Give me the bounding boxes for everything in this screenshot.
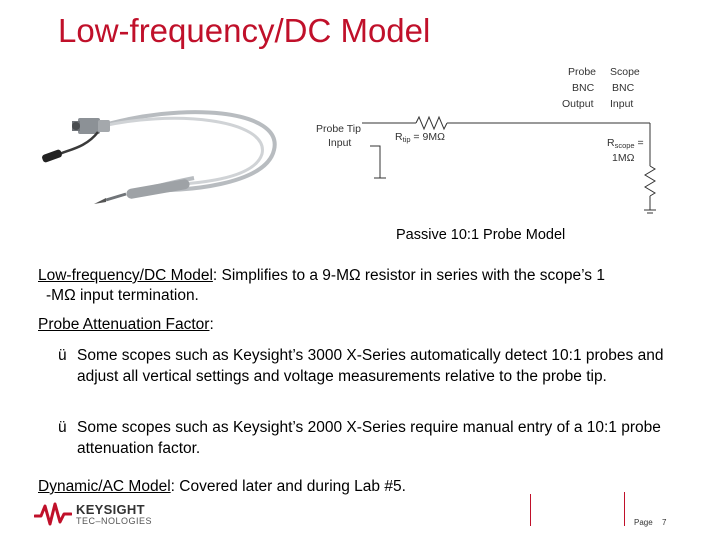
probe-tip-label-line1: Probe Tip xyxy=(316,123,361,135)
probe-bnc-label-line2: BNC xyxy=(572,82,595,94)
logo-wordmark: KEYSIGHT xyxy=(76,502,145,517)
probe-tip-label-line2: Input xyxy=(328,137,352,149)
r-tip-label: Rtip = 9MΩ xyxy=(395,131,445,144)
figure-caption: Passive 10:1 Probe Model xyxy=(396,227,566,243)
logo-subtitle: TEC–NOLOGIES xyxy=(76,516,153,526)
page-label: Page xyxy=(634,518,653,527)
footer-divider xyxy=(530,494,531,526)
bullet-text: Some scopes such as Keysight’s 3000 X-Series automatically detect 10:1 probes and adjust all vertical settings and voltage measurements relative to the probe tip. xyxy=(77,347,664,385)
footer-divider xyxy=(624,492,625,526)
waveform-icon xyxy=(34,502,72,526)
checkmark-icon: ü xyxy=(58,419,67,436)
probe-photo xyxy=(34,80,286,218)
probe-bnc-label-line3: Output xyxy=(562,98,594,110)
term-low-frequency: Low-frequency/DC Model xyxy=(38,267,213,284)
paragraph-dynamic xyxy=(38,477,698,497)
bullet-item xyxy=(58,417,688,459)
r-scope-value: 1MΩ xyxy=(612,152,635,164)
scope-bnc-label-line1: Scope xyxy=(610,66,640,78)
slide-title: Low-frequency/DC Model xyxy=(58,12,431,49)
bullet-item xyxy=(58,345,688,387)
probe-bnc-label-line1: Probe xyxy=(568,66,597,78)
paragraph-low-frequency xyxy=(38,266,698,306)
page-number: 7 xyxy=(662,518,667,527)
probe-schematic xyxy=(300,58,680,220)
paragraph-low-frequency-text-1: : Simplifies to a 9-MΩ resistor in series with the scope’s 1 xyxy=(212,267,605,284)
checkmark-icon: ü xyxy=(58,347,67,364)
term-attenuation: Probe Attenuation Factor xyxy=(38,316,210,333)
scope-bnc-label-line3: Input xyxy=(610,98,634,110)
keysight-logo xyxy=(34,500,164,530)
scope-bnc-label-line2: BNC xyxy=(612,82,635,94)
paragraph-attenuation xyxy=(38,315,698,335)
term-dynamic: Dynamic/AC Model xyxy=(38,478,171,495)
bullet-text: Some scopes such as Keysight’s 2000 X-Series require manual entry of a 10:1 probe attenuation factor. xyxy=(77,419,661,457)
r-scope-label: Rscope = xyxy=(607,137,644,150)
term-attenuation-colon: : xyxy=(209,316,214,333)
paragraph-low-frequency-text-2: -MΩ input termination. xyxy=(46,287,199,304)
paragraph-dynamic-text: : Covered later and during Lab #5. xyxy=(170,478,406,495)
